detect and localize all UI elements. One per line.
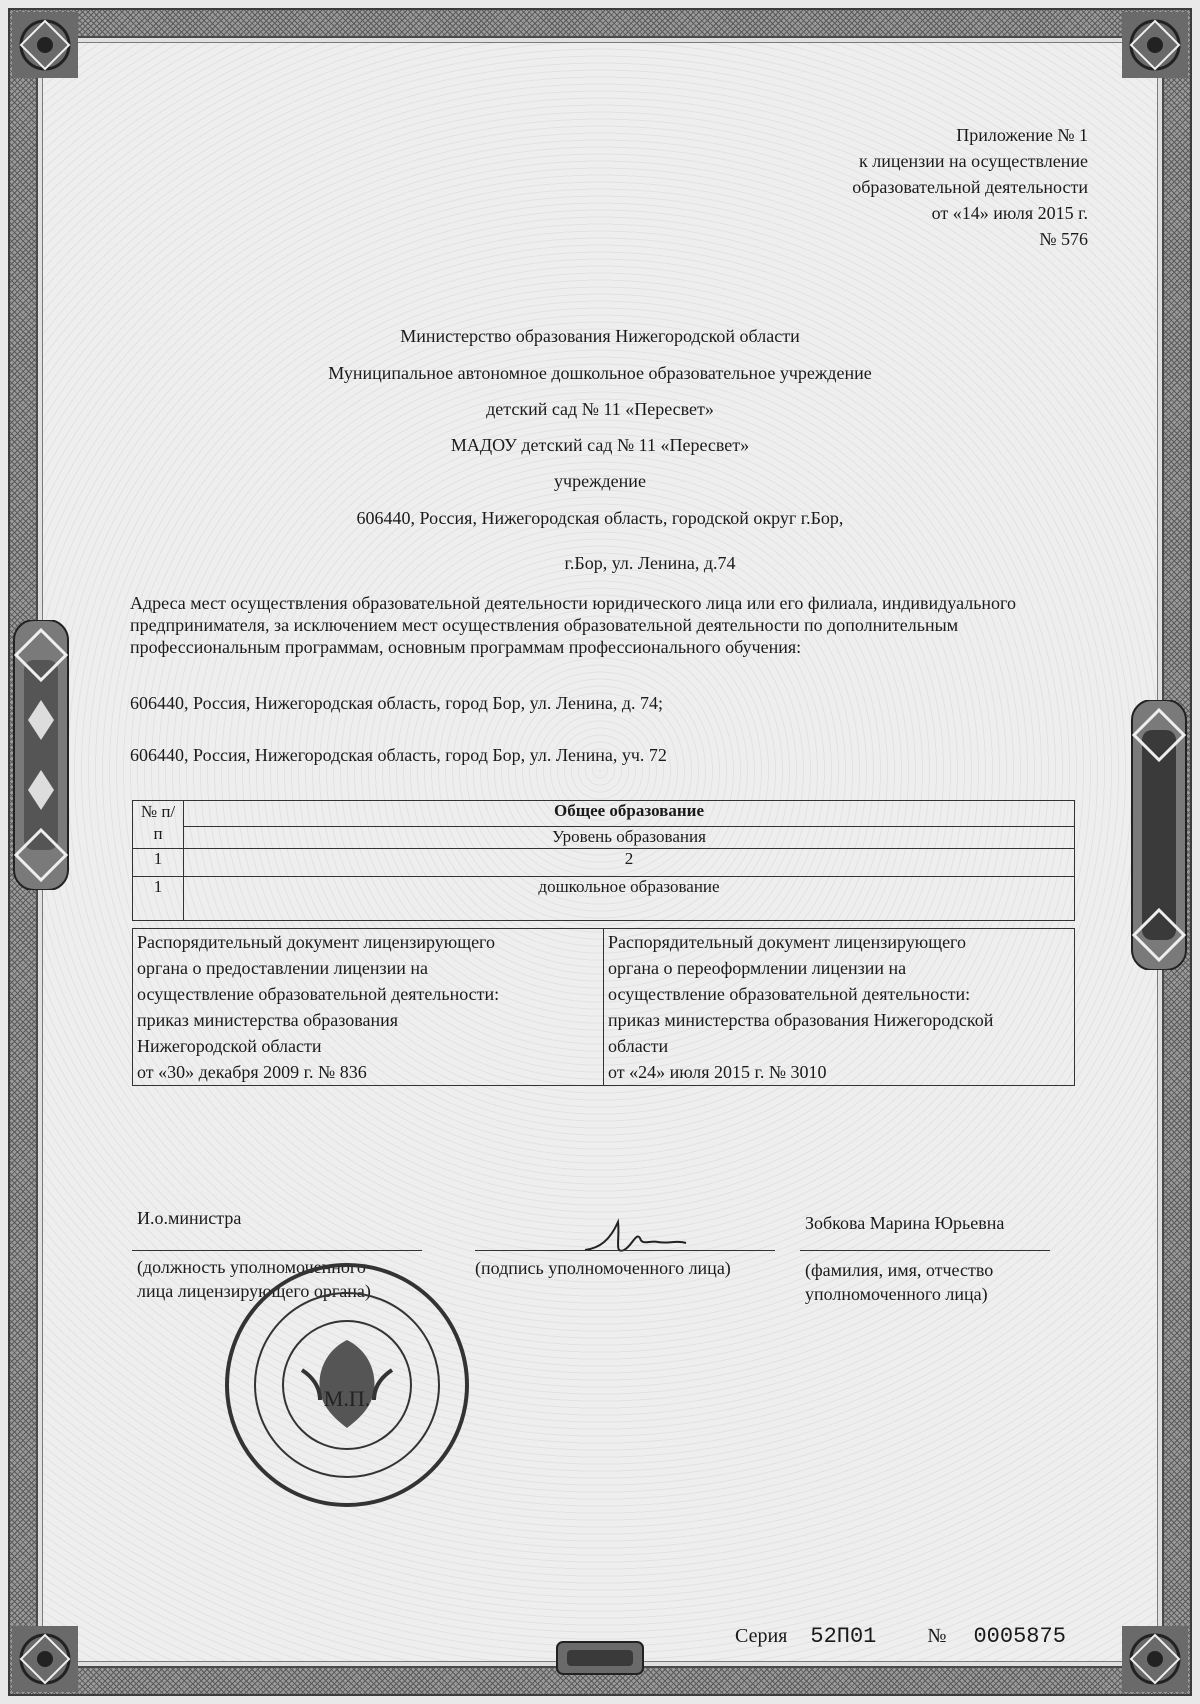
grant-order-date: от «30» декабря 2009 г. № 836 [137,1062,367,1082]
reissue-line: приказ министерства образования Нижегородской [608,1010,994,1030]
location-address-2: 606440, Россия, Нижегородская область, город Бор, ул. Ленина, уч. 72 [130,745,667,765]
locations-intro: Адреса мест осуществления образовательной деятельности юридического лица или его филиала, индивидуального предпринимателя, за исключением мест осуществления образовательной деятельности по дополнительным профессиональным программам, основным программам профессионального обучения: [130,593,1016,657]
grant-document-cell [133,929,604,1086]
signer-name: Зобкова Марина Юрьевна [805,1213,1005,1233]
stamp-label: М.П. [323,1386,371,1411]
reissue-line: осуществление образовательной деятельности: [608,984,971,1004]
appendix-number: № 576 [1039,229,1088,249]
right-knot-ornament-icon [1124,700,1194,970]
name-caption [805,1258,993,1306]
table-section-title: Общее образование [184,801,1075,827]
signature-line [475,1250,775,1251]
organization-address: 606440, Россия, Нижегородская область, городской округ г.Бор, [356,508,844,528]
ministry-name: Министерство образования Нижегородской области [400,326,800,346]
signature-caption: (подпись уполномоченного лица) [475,1258,731,1278]
position-caption-line: лица лицензирующего органа) [137,1281,371,1301]
table-header-num: № п/п [133,801,184,849]
name-line [800,1250,1050,1251]
organization-short-name: МАДОУ детский сад № 11 «Пересвет» [450,435,750,455]
grant-line: Распорядительный документ лицензирующего [137,932,495,952]
blank-number: 0005875 [973,1624,1066,1649]
left-knot-ornament-icon [6,620,76,890]
name-caption-line: (фамилия, имя, отчество [805,1260,994,1280]
official-stamp [222,1260,472,1510]
reissue-line: органа о переоформлении лицензии на [608,958,907,978]
organization-full-name: Муниципальное автономное дошкольное образовательное учреждение [328,363,872,383]
location-address-1: 606440, Россия, Нижегородская область, город Бор, ул. Ленина, д. 74; [130,693,663,713]
appendix-date: от «14» июля 2015 г. [931,203,1088,223]
series-number [735,1624,1066,1649]
grant-line: Нижегородской области [137,1036,322,1056]
appendix-title: Приложение № 1 [956,125,1088,145]
signer-position: И.о.министра [137,1208,242,1228]
corner-ornament-icon [1120,1624,1190,1694]
table-header-level: Уровень образования [184,827,1075,849]
table-row [133,877,1075,921]
position-caption-line: (должность уполномоченного [137,1257,366,1277]
appendix-header [852,122,1088,252]
organization-address-2: г.Бор, ул. Ленина, д.74 [564,553,736,573]
bottom-ornament-icon [555,1640,645,1676]
corner-ornament-icon [1120,10,1190,80]
corner-ornament-icon [10,10,80,80]
position-line [132,1250,422,1251]
grant-line: органа о предоставлении лицензии на [137,958,429,978]
table-index-num: 1 [133,849,184,877]
name-caption-line: уполномоченного лица) [805,1284,988,1304]
reissue-line: области [608,1036,669,1056]
reissue-line: Распорядительный документ лицензирующего [608,932,966,952]
education-table [132,800,1075,921]
documents-table [132,928,1075,1086]
row-level: дошкольное образование [184,877,1075,921]
table-index-level: 2 [184,849,1075,877]
series-label: Серия [735,1625,788,1647]
number-sign: № [927,1625,947,1647]
appendix-license-ref: к лицензии на осуществление [859,151,1088,171]
row-num: 1 [133,877,184,921]
reissue-document-cell [604,929,1075,1086]
series-value: 52П01 [810,1624,877,1649]
grant-line: приказ министерства образования [137,1010,399,1030]
appendix-activity: образовательной деятельности [852,177,1088,197]
reissue-order-date: от «24» июля 2015 г. № 3010 [608,1062,827,1082]
organization-type: учреждение [554,471,646,491]
organization-full-name-2: детский сад № 11 «Пересвет» [486,399,714,419]
grant-line: осуществление образовательной деятельности: [137,984,500,1004]
corner-ornament-icon [10,1624,80,1694]
